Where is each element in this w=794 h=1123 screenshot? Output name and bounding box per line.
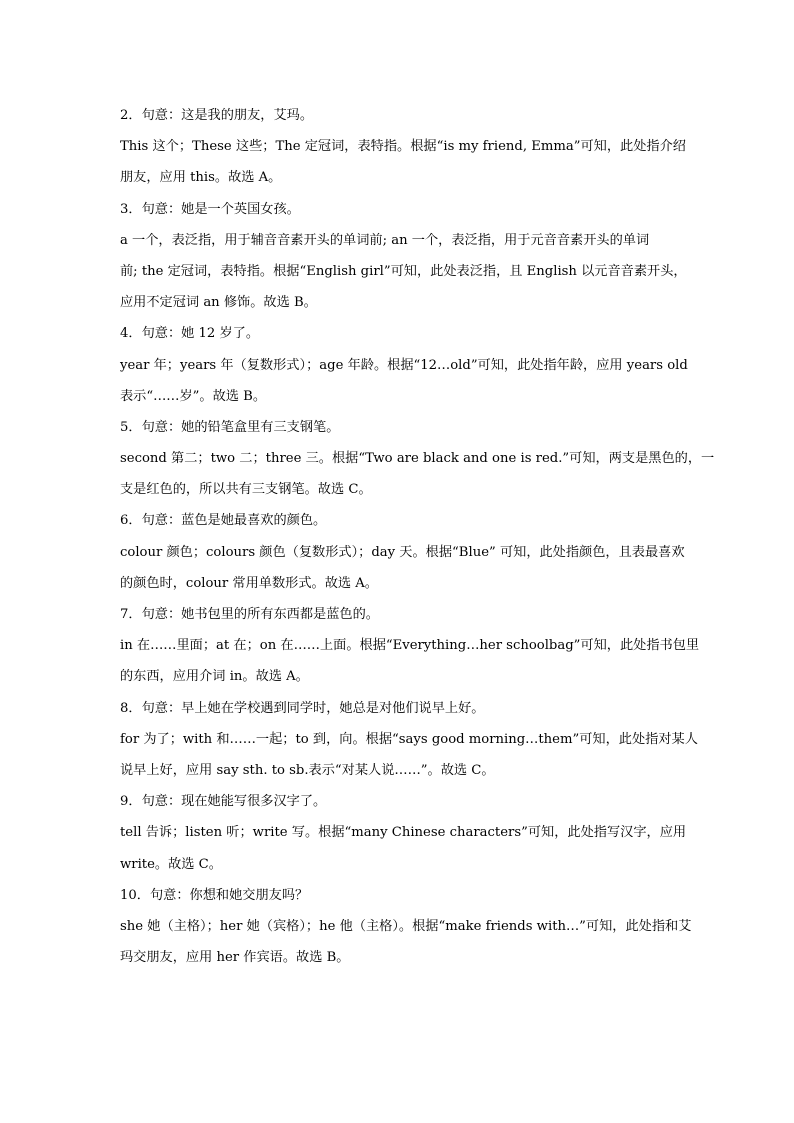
answer-item: [120, 693, 698, 787]
explanation-line: write。故选 C。: [120, 856, 222, 872]
answer-item: [120, 505, 685, 599]
explanation-line: second 第二；two 二；three 三。根据“Two are black and one is red.”可知，两支是黑色的，一: [120, 451, 715, 467]
explanation-line: 说早上好，应用 say sth. to sb.表示“对某人说……”。故选 C。: [120, 762, 495, 778]
answer-item: [120, 880, 692, 974]
explanation-line: 前; the 定冠词，表特指。根据“English girl”可知，此处表泛指，且 English 以元音音素开头，: [120, 263, 687, 279]
explanation-line: 朋友，应用 this。故选 A。: [120, 170, 282, 186]
answer-item: [120, 194, 687, 319]
question-line: 10．句意：你想和她交朋友吗？: [120, 887, 309, 903]
answer-explanations: [120, 100, 715, 973]
explanation-line: she 她（主格）；her 她（宾格）；he 他（主格）。根据“make friends with…”可知，此处指和艾: [120, 918, 692, 934]
explanation-line: 的颜色时，colour 常用单数形式。故选 A。: [120, 575, 378, 591]
explanation-line: This 这个；These 这些；The 定冠词，表特指。根据“is my friend, Emma”可知，此处指介绍: [120, 139, 686, 155]
question-line: 6．句意：蓝色是她最喜欢的颜色。: [120, 513, 327, 529]
answer-item: [120, 599, 700, 693]
explanation-line: year 年；years 年（复数形式）；age 年龄。根据“12…old”可知，此处指年龄，应用 years old: [120, 357, 688, 373]
question-line: 4．句意：她 12 岁了。: [120, 326, 260, 342]
explanation-line: in 在……里面；at 在；on 在……上面。根据“Everything…her schoolbag”可知，此处指书包里: [120, 638, 700, 654]
explanation-line: 表示“……岁”。故选 B。: [120, 388, 267, 404]
question-line: 8．句意：早上她在学校遇到同学时，她总是对他们说早上好。: [120, 700, 485, 716]
explanation-line: a 一个，表泛指，用于辅音音素开头的单词前; an 一个，表泛指，用于元音音素开头的单词: [120, 232, 650, 248]
answer-item: [120, 786, 687, 880]
explanation-line: 玛交朋友，应用 her 作宾语。故选 B。: [120, 950, 350, 966]
explanation-line: tell 告诉；listen 听；write 写。根据“many Chinese characters”可知，此处指写汉字，应用: [120, 825, 687, 841]
question-line: 7．句意：她书包里的所有东西都是蓝色的。: [120, 607, 379, 622]
answer-item: [120, 412, 715, 506]
explanation-line: colour 颜色；colours 颜色（复数形式）；day 天。根据“Blue” 可知，此处指颜色，且表最喜欢: [120, 544, 685, 560]
explanation-line: 的东西，应用介词 in。故选 A。: [120, 669, 309, 685]
explanation-line: for 为了；with 和……一起；to 到，向。根据“says good morning…them”可知，此处指对某人: [120, 731, 698, 747]
answer-item: [120, 318, 688, 412]
explanation-line: 支是红色的，所以共有三支钢笔。故选 C。: [120, 482, 372, 498]
answer-item: [120, 100, 686, 194]
explanation-line: 应用不定冠词 an 修饰。故选 B。: [120, 295, 317, 311]
question-line: 9．句意：现在她能写很多汉字了。: [120, 794, 327, 810]
question-line: 5．句意：她的铅笔盒里有三支钢笔。: [120, 419, 340, 435]
question-line: 3．句意：她是一个英国女孩。: [120, 201, 300, 217]
question-line: 2．句意：这是我的朋友，艾玛。: [120, 108, 314, 123]
